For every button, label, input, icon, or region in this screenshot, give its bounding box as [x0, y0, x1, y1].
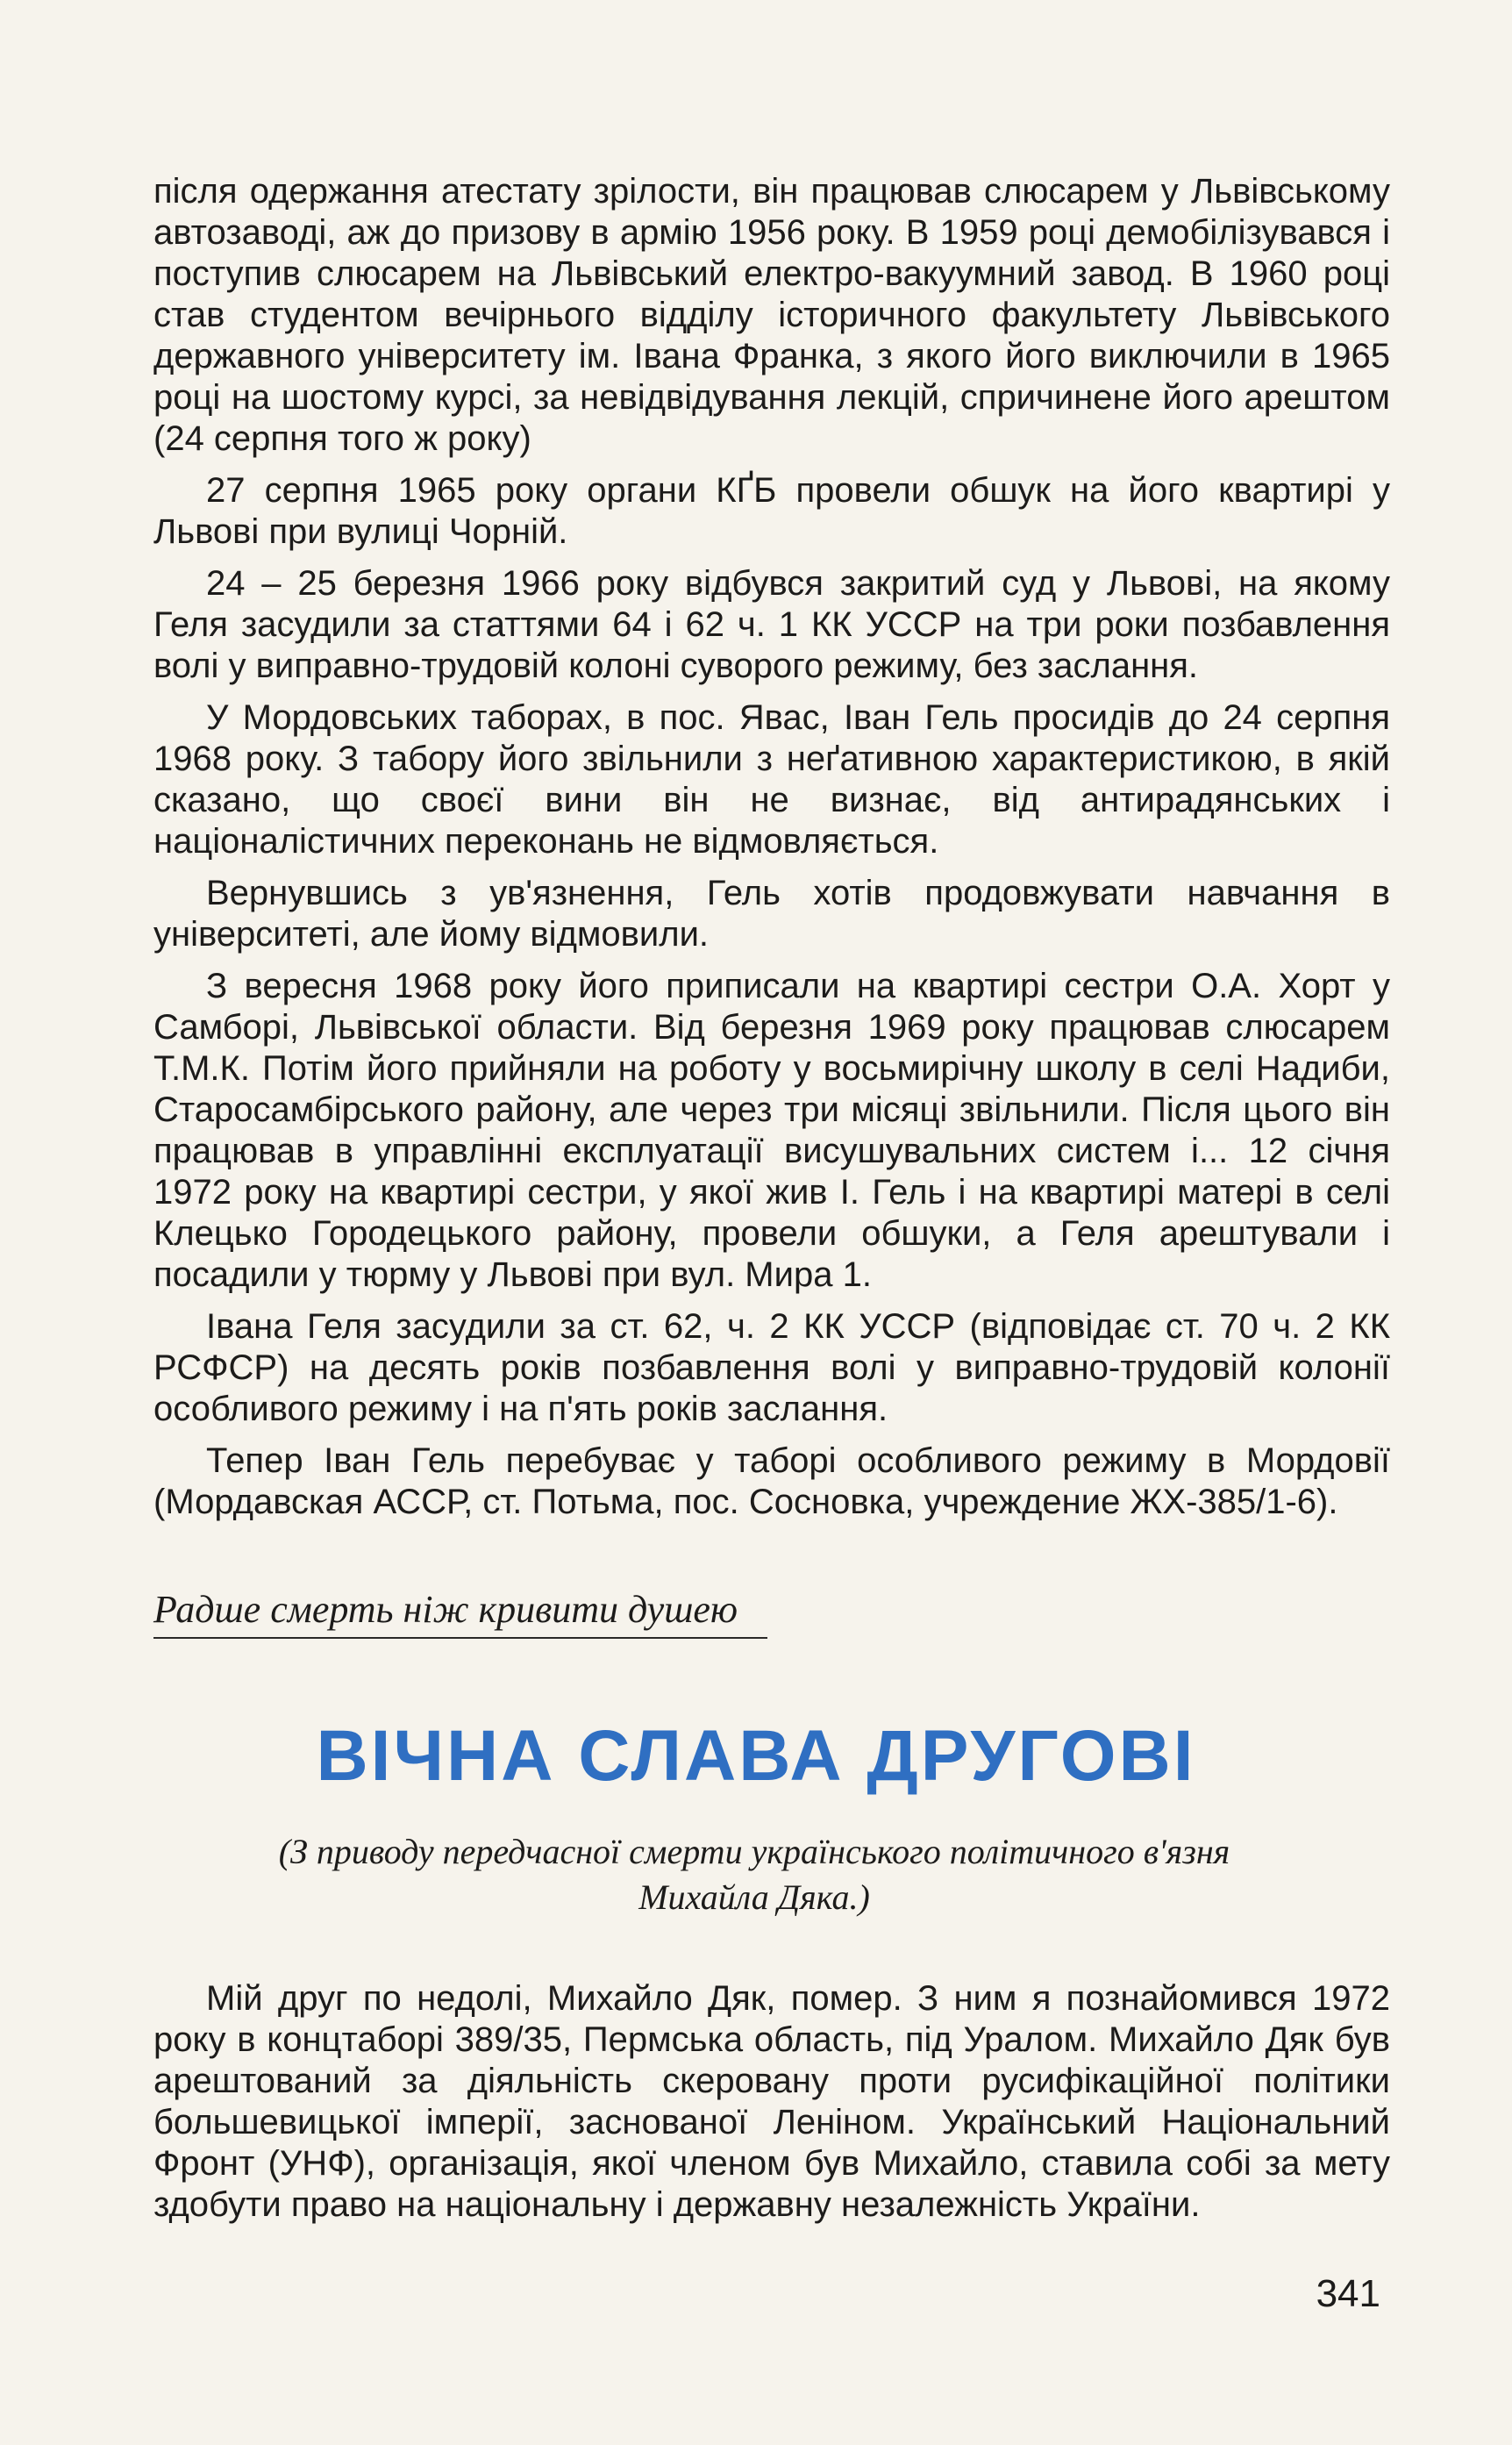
paragraph: У Мордовських таборах, в пос. Явас, Іван Гель просидів до 24 серпня 1968 року. З табору його звільнили з неґативною характеристикою, в якій сказано, що своєї вини він не визнає, від антирадянських і націоналістичних переконань не відмовляється.	[153, 698, 1390, 861]
article-body	[153, 1978, 1390, 2236]
paragraph: З вересня 1968 року його приписали на квартирі сестри О.А. Хорт у Самборі, Львівської области. Від березня 1969 року працював слюсарем Т.М.К. Потім його прийняли на роботу у восьмирічну школу в селі Надиби, Старосамбірського району, але через три місяці звільнили. Після цього він працював в управлінні експлуатації висушувальних систем і... 12 січня 1972 року на квартирі сестри, у якої жив І. Гель і на квартирі матері в селі Клецько Городецького району, провели обшуки, а Геля арештували і посадили у тюрму у Львові при вул. Мира 1.	[153, 967, 1390, 1294]
paragraph: 24 – 25 березня 1966 року відбувся закритий суд у Львові, на якому Геля засудили за статтями 64 і 62 ч. 1 КК УССР на три роки позбавлення волі у виправно-трудовій колоні суворого режиму, без заслання.	[153, 564, 1390, 685]
paragraph: 27 серпня 1965 року органи КҐБ провели обшук на його квартирі у Львові при вулиці Чорній.	[153, 471, 1390, 551]
paragraph: після одержання атестату зрілости, він працював слюсарем у Львівському автозаводі, аж до призову в армію 1956 року. В 1959 році демобілізувався і поступив слюсарем на Львівський електро-вакуумний завод. В 1960 році став студентом вечірнього відділу історичного факультету Львівського державного університету ім. Івана Франка, з якого його виключили в 1965 році на шостому курсі, за невідвідування лекцій, спричинене його арештом (24 серпня того ж року)	[153, 172, 1390, 458]
paragraph: Тепер Іван Гель перебуває у таборі особливого режиму в Мордовії (Мордавская АССР, ст. Потьма, пос. Сосновка, учреждение ЖХ-385/1-6).	[153, 1441, 1390, 1521]
paragraph: Івана Геля засудили за ст. 62, ч. 2 КК УССР (відповідає ст. 70 ч. 2 КК РСФСР) на десять років позбавлення волі у виправно-трудовій колонії особливого режиму і на п'ять років заслання.	[153, 1307, 1390, 1428]
section-subtitle: (З приводу передчасної смерти українського політичного в'язня Михайла Дяка.)	[278, 1832, 1230, 1917]
epigraph: Радше смерть ніж кривити душею	[153, 1588, 767, 1639]
main-text	[153, 171, 1390, 1533]
page-number: 341	[1316, 2272, 1380, 2315]
paragraph: Мій друг по недолі, Михайло Дяк, помер. З ним я познайомився 1972 року в концтаборі 389/35, Пермська область, під Уралом. Михайло Дяк був арештований за діяльність скеровану проти русифікаційної політики большевицької імперії, заснованої Леніном. Український Національний Фронт (УНФ), організація, якої членом був Михайло, ставила собі за мету здобути право на національну і державну незалежність України.	[153, 1979, 1390, 2224]
section-title: ВІЧНА СЛАВА ДРУГОВІ	[316, 1716, 1196, 1796]
paragraph: Вернувшись з ув'язнення, Гель хотів продовжувати навчання в університеті, але йому відмовили.	[153, 874, 1390, 954]
